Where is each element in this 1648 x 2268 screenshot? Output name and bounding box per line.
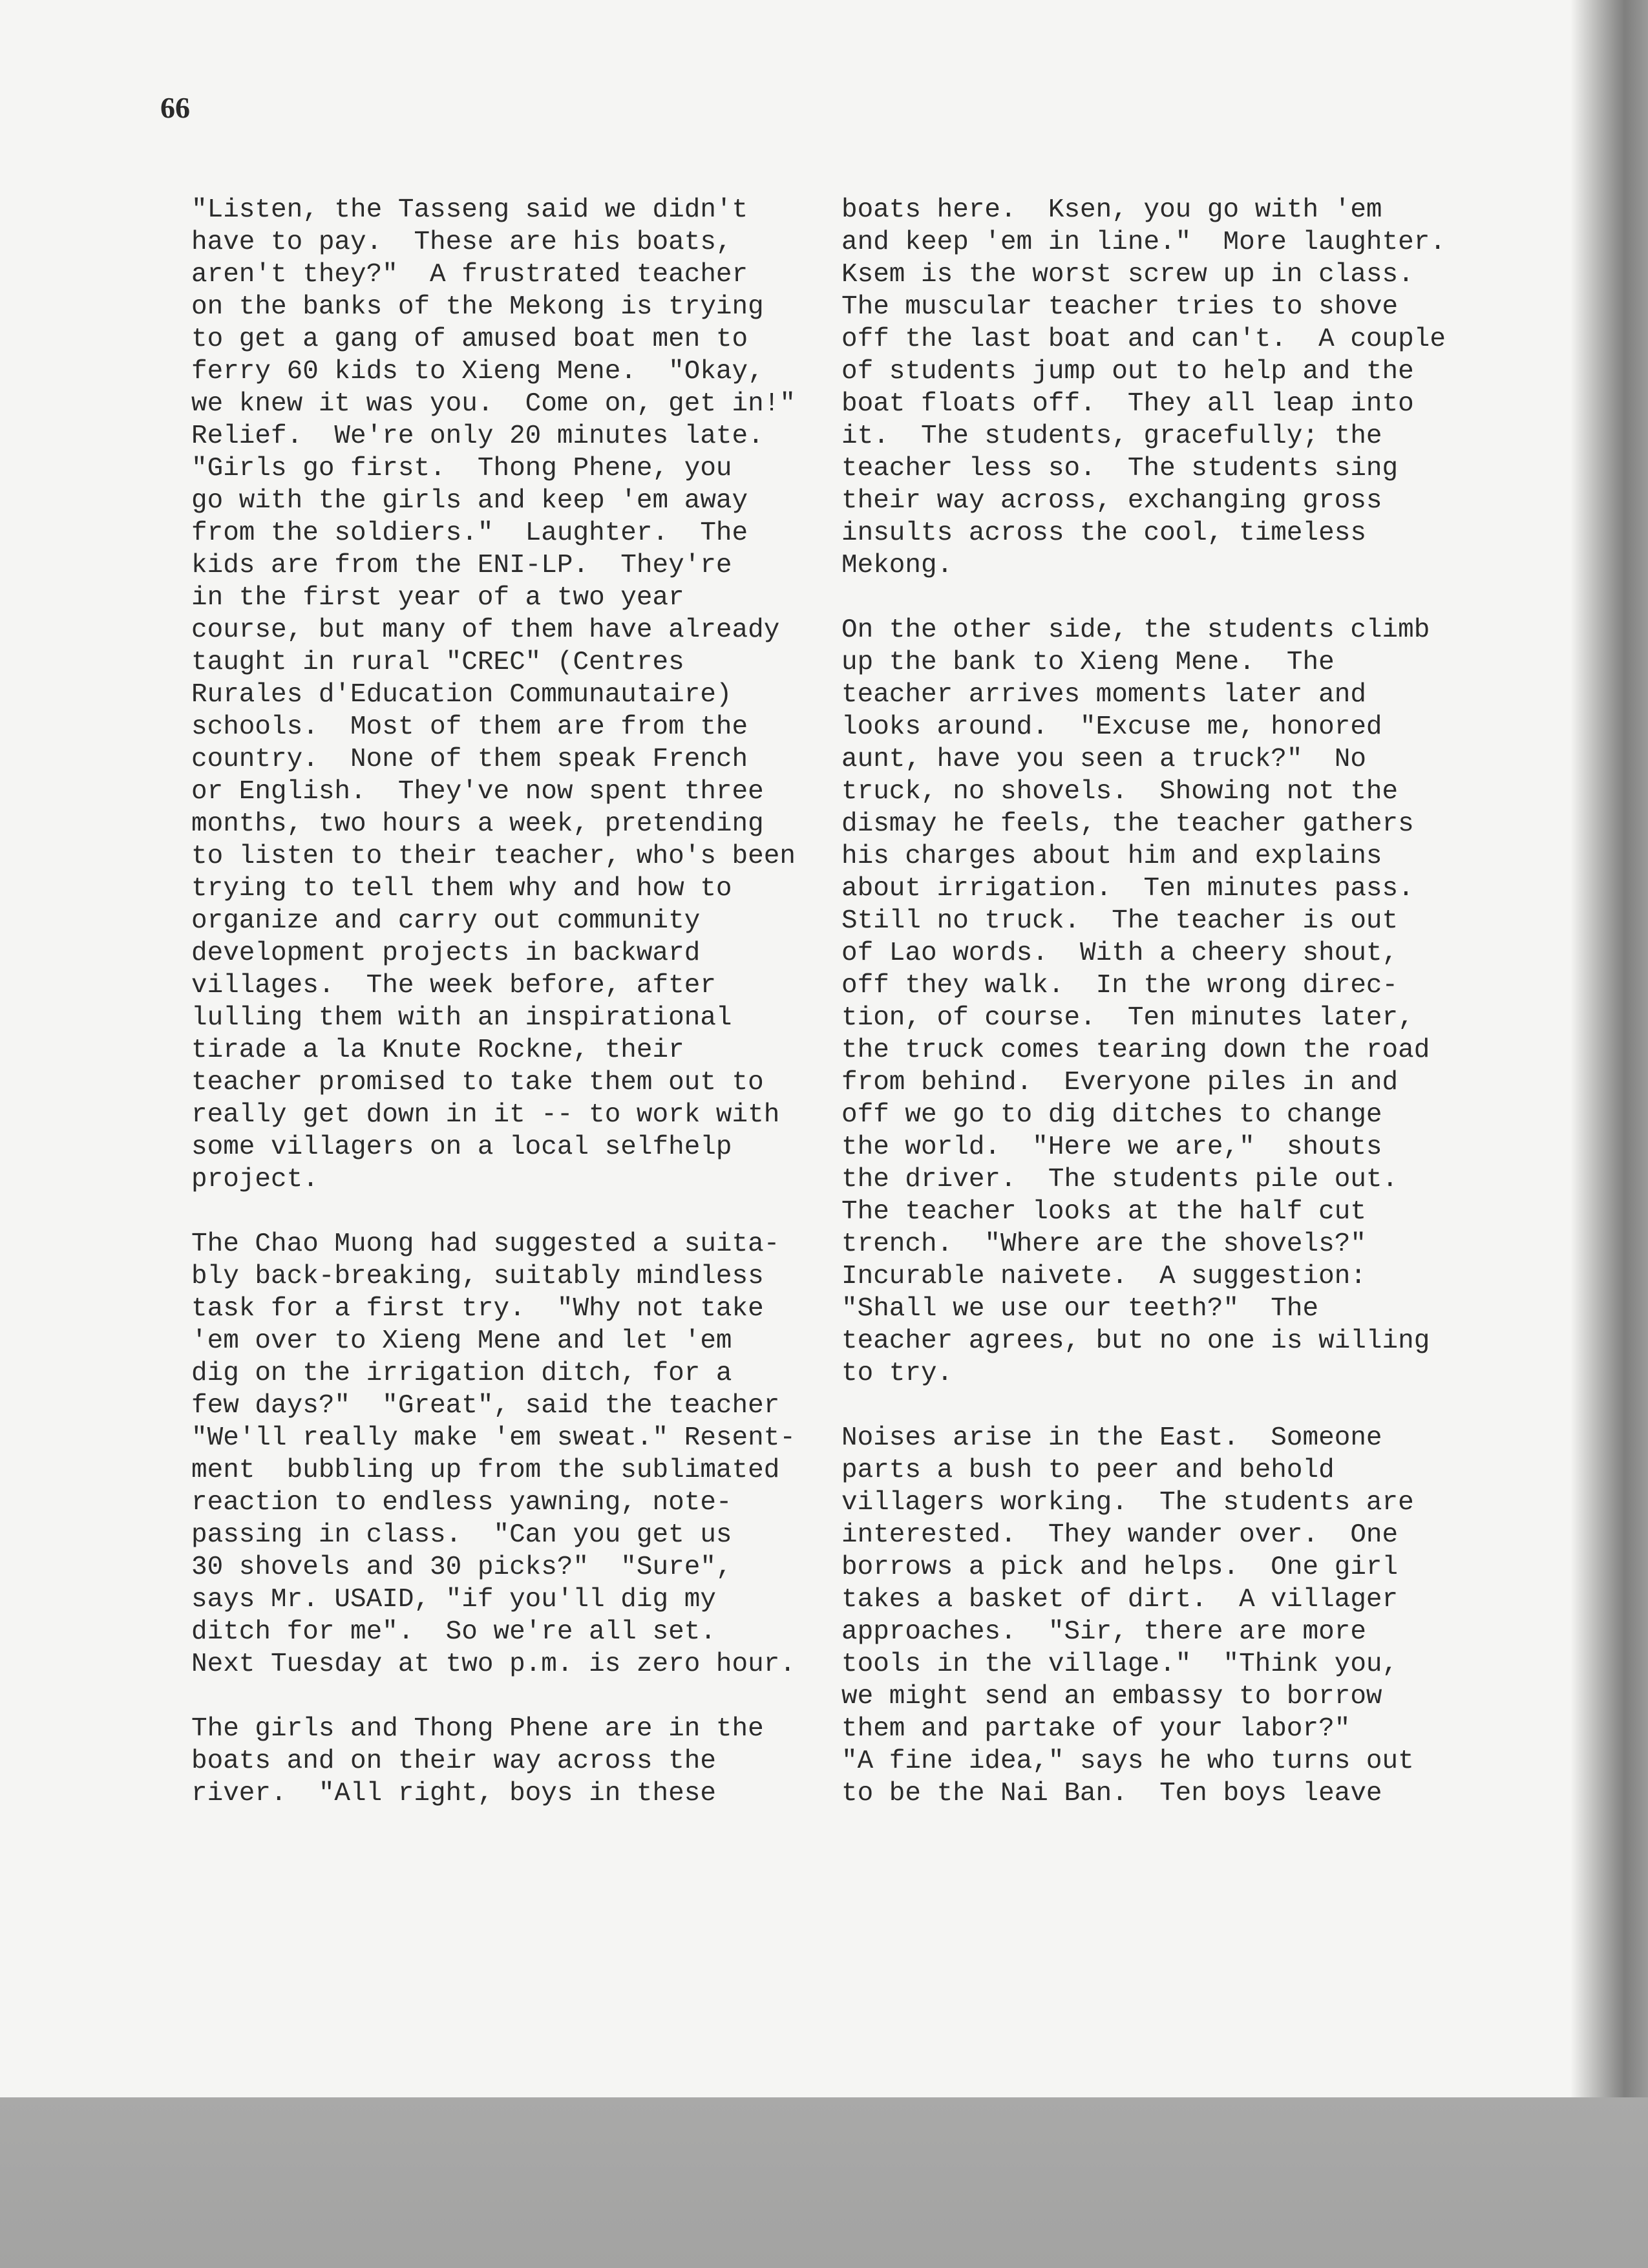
text-line: off we go to dig ditches to change (841, 1100, 1382, 1130)
text-line: in the first year of a two year (191, 583, 684, 613)
text-line: Still no truck. The teacher is out (841, 906, 1399, 936)
text-line: teacher agrees, but no one is willing (841, 1326, 1430, 1356)
text-line: tirade a la Knute Rockne, their (191, 1035, 684, 1065)
text-line: their way across, exchanging gross (841, 486, 1382, 516)
text-line: the driver. The students pile out. (841, 1165, 1399, 1194)
text-line: truck, no shovels. Showing not the (841, 777, 1399, 807)
text-line: to get a gang of amused boat men to (191, 324, 748, 354)
text-line: have to pay. These are his boats, (191, 228, 732, 257)
text-line: 'em over to Xieng Mene and let 'em (191, 1326, 732, 1356)
text-line: "Shall we use our teeth?" The (841, 1294, 1319, 1324)
text-line: off they walk. In the wrong direc- (841, 971, 1399, 1001)
text-line: course, but many of them have already (191, 615, 780, 645)
text-line: Relief. We're only 20 minutes late. (191, 421, 764, 451)
text-line: Rurales d'Education Communautaire) (191, 680, 732, 710)
text-line: some villagers on a local selfhelp (191, 1132, 732, 1162)
text-line: The girls and Thong Phene are in the (191, 1714, 764, 1744)
text-line: insults across the cool, timeless (841, 518, 1366, 548)
text-line: ment bubbling up from the sublimated (191, 1456, 780, 1485)
text-line: organize and carry out community (191, 906, 701, 936)
text-line: from the soldiers." Laughter. The (191, 518, 748, 548)
text-line: months, two hours a week, pretending (191, 809, 764, 839)
text-line: boats and on their way across the (191, 1746, 716, 1776)
text-line: "Listen, the Tasseng said we didn't (191, 195, 748, 225)
text-line: his charges about him and explains (841, 842, 1382, 871)
binding-shadow (1570, 0, 1648, 2097)
text-line: borrows a pick and helps. One girl (841, 1553, 1399, 1582)
paragraph (841, 194, 1446, 582)
text-line: really get down in it -- to work with (191, 1100, 780, 1130)
text-line: them and partake of your labor?" (841, 1714, 1351, 1744)
text-line: says Mr. USAID, "if you'll dig my (191, 1585, 716, 1615)
text-line: on the banks of the Mekong is trying (191, 292, 764, 322)
text-line: interested. They wander over. One (841, 1520, 1399, 1550)
text-line: we might send an embassy to borrow (841, 1682, 1382, 1712)
text-line: from behind. Everyone piles in and (841, 1068, 1399, 1097)
text-line: boat floats off. They all leap into (841, 389, 1414, 419)
text-line: Next Tuesday at two p.m. is zero hour. (191, 1649, 796, 1679)
text-line: teacher promised to take them out to (191, 1068, 764, 1097)
text-line: task for a first try. "Why not take (191, 1294, 764, 1324)
text-line: off the last boat and can't. A couple (841, 324, 1446, 354)
text-line: lulling them with an inspirational (191, 1003, 732, 1033)
text-line: teacher arrives moments later and (841, 680, 1366, 710)
text-line: Incurable naivete. A suggestion: (841, 1262, 1366, 1291)
text-line: approaches. "Sir, there are more (841, 1617, 1366, 1647)
text-line: passing in class. "Can you get us (191, 1520, 732, 1550)
text-line: it. The students, gracefully; the (841, 421, 1382, 451)
text-line: and keep 'em in line." More laughter. (841, 228, 1446, 257)
right-column (841, 194, 1446, 1842)
text-line: parts a bush to peer and behold (841, 1456, 1335, 1485)
text-line: trying to tell them why and how to (191, 874, 732, 904)
paragraph (191, 1713, 796, 1810)
text-line: up the bank to Xieng Mene. The (841, 648, 1335, 677)
text-line: The Chao Muong had suggested a suita- (191, 1229, 780, 1259)
text-line: takes a basket of dirt. A villager (841, 1585, 1399, 1615)
paragraph (841, 1422, 1446, 1810)
text-line: dig on the irrigation ditch, for a (191, 1359, 732, 1388)
text-line: ditch for me". So we're all set. (191, 1617, 716, 1647)
text-line: boats here. Ksen, you go with 'em (841, 195, 1382, 225)
text-line: to listen to their teacher, who's been (191, 842, 796, 871)
text-line: dismay he feels, the teacher gathers (841, 809, 1414, 839)
text-line: few days?" "Great", said the teacher (191, 1391, 780, 1421)
text-line: aren't they?" A frustrated teacher (191, 260, 748, 290)
text-line: development projects in backward (191, 938, 701, 968)
text-line: 30 shovels and 30 picks?" "Sure", (191, 1553, 732, 1582)
text-line: the truck comes tearing down the road (841, 1035, 1430, 1065)
text-line: The teacher looks at the half cut (841, 1197, 1366, 1227)
text-line: the world. "Here we are," shouts (841, 1132, 1382, 1162)
text-line: The muscular teacher tries to shove (841, 292, 1399, 322)
text-line: Noises arise in the East. Someone (841, 1423, 1382, 1453)
text-line: reaction to endless yawning, note- (191, 1488, 732, 1518)
text-line: Mekong. (841, 551, 953, 580)
text-line: teacher less so. The students sing (841, 454, 1399, 483)
text-line: ferry 60 kids to Xieng Mene. "Okay, (191, 357, 764, 387)
text-line: looks around. "Excuse me, honored (841, 712, 1382, 742)
text-line: bly back-breaking, suitably mindless (191, 1262, 764, 1291)
text-line: aunt, have you seen a truck?" No (841, 745, 1366, 774)
text-line: "A fine idea," says he who turns out (841, 1746, 1414, 1776)
text-line: On the other side, the students climb (841, 615, 1430, 645)
text-line: project. (191, 1165, 319, 1194)
text-line: villagers working. The students are (841, 1488, 1414, 1518)
text-line: "Girls go first. Thong Phene, you (191, 454, 732, 483)
text-line: schools. Most of them are from the (191, 712, 748, 742)
text-line: to try. (841, 1359, 953, 1388)
page-number: 66 (160, 91, 190, 124)
paragraph (191, 1228, 796, 1680)
text-line: to be the Nai Ban. Ten boys leave (841, 1779, 1382, 1808)
text-line: "We'll really make 'em sweat." Resent- (191, 1423, 796, 1453)
text-line: villages. The week before, after (191, 971, 716, 1001)
text-line: of Lao words. With a cheery shout, (841, 938, 1399, 968)
text-line: about irrigation. Ten minutes pass. (841, 874, 1414, 904)
left-column (191, 194, 796, 1842)
text-line: tion, of course. Ten minutes later, (841, 1003, 1414, 1033)
text-line: or English. They've now spent three (191, 777, 764, 807)
text-line: river. "All right, boys in these (191, 1779, 716, 1808)
text-line: go with the girls and keep 'em away (191, 486, 748, 516)
text-line: taught in rural "CREC" (Centres (191, 648, 684, 677)
text-line: kids are from the ENI-LP. They're (191, 551, 732, 580)
paragraph (191, 194, 796, 1196)
scanner-background (0, 2097, 1648, 2268)
text-line: of students jump out to help and the (841, 357, 1414, 387)
paragraph (841, 614, 1446, 1390)
text-line: tools in the village." "Think you, (841, 1649, 1399, 1679)
text-line: trench. "Where are the shovels?" (841, 1229, 1366, 1259)
text-line: country. None of them speak French (191, 745, 748, 774)
text-line: Ksem is the worst screw up in class. (841, 260, 1414, 290)
text-line: we knew it was you. Come on, get in!" (191, 389, 796, 419)
